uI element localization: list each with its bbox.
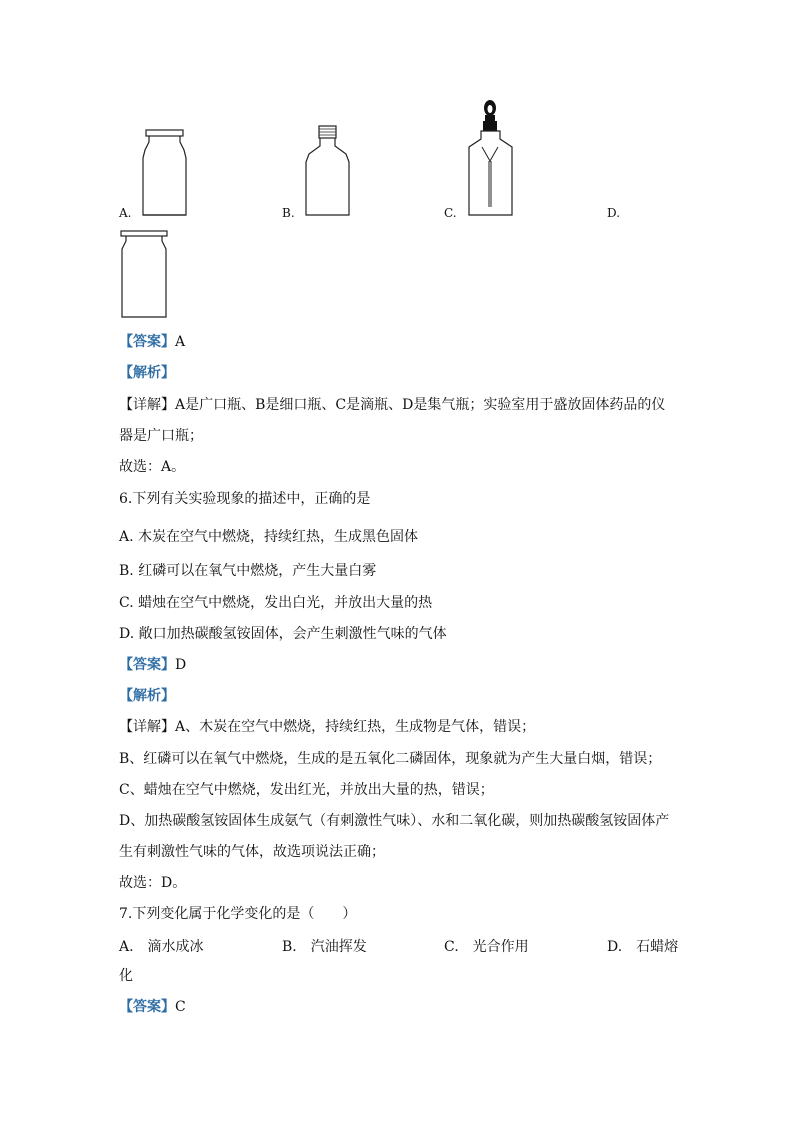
answer-tag: 【答案】 [119,657,175,673]
q6-detail-line-4: D、加热碳酸氢铵固体生成氨气（有刺激性气味）、水和二氧化碳，则加热碳酸氢铵固体产 [119,813,670,829]
q7-answer-line [119,998,186,1016]
detail-tag: 【详解】 [119,719,175,735]
q6-answer-line [119,656,186,674]
q7-option-b: B. 汽油挥发 [282,939,367,955]
q6-option-a: A. 木炭在空气中燃烧，持续红热，生成黑色固体 [119,529,419,545]
q6-detail-line-1 [119,718,535,736]
q7-option-c: C. 光合作用 [444,939,529,955]
q6-option-b: B. 红磷可以在氧气中燃烧，产生大量白雾 [119,563,377,579]
bottle-b-label: B. [282,206,295,220]
analysis-tag: 【解析】 [119,365,175,381]
q6-option-c: C. 蜡烛在空气中燃烧，发出白光，并放出大量的热 [119,595,433,611]
q5-detail-line-1 [119,396,665,414]
q7-option-a: A. 滴水成冰 [119,939,204,955]
detail-tag: 【详解】 [119,397,175,413]
detail-text: A是广口瓶、B是细口瓶、C是滴瓶、D是集气瓶；实验室用于盛放固体药品的仪 [175,397,666,413]
q6-option-d: D. 敞口加热碳酸氢铵固体，会产生刺激性气味的气体 [119,626,447,642]
narrow-mouth-bottle-icon [303,124,353,219]
q7-option-d-wrap: 化 [119,968,133,984]
q5-detail-line-2: 器是广口瓶； [119,428,203,444]
q5-analysis-line [119,364,175,382]
q6-analysis-line [119,687,175,705]
q6-detail-line-5: 生有刺激性气味的气体，故选项说法正确； [119,844,385,860]
q6-detail-line-3: C、蜡烛在空气中燃烧，发出红光，并放出大量的热，错误； [119,782,494,798]
q5-answer-line [119,333,185,351]
answer-value: C [175,999,186,1015]
detail-text: A、木炭在空气中燃烧，持续红热，生成物是气体，错误； [175,719,536,735]
q6-conclusion: 故选：D。 [119,875,187,891]
analysis-tag: 【解析】 [119,688,175,704]
answer-tag: 【答案】 [119,334,175,350]
answer-value: A [175,334,186,350]
q7-option-d: D. 石蜡熔 [607,939,679,955]
bottle-a-label: A. [119,206,132,220]
answer-tag: 【答案】 [119,999,175,1015]
q6-stem: 6.下列有关实验现象的描述中，正确的是 [119,491,371,507]
q5-conclusion: 故选：A。 [119,459,186,475]
q6-detail-line-2: B、红磷可以在氧气中燃烧，生成的是五氧化二磷固体，现象就为产生大量白烟，错误； [119,751,662,767]
gas-collecting-bottle-icon [120,229,170,321]
bottle-d-label: D. [607,206,621,220]
wide-mouth-bottle-icon [140,128,190,218]
answer-value: D [175,657,187,673]
bottle-c-label: C. [444,206,457,220]
q7-stem: 7.下列变化属于化学变化的是（ ） [119,906,357,922]
dropper-bottle-icon [466,99,516,219]
